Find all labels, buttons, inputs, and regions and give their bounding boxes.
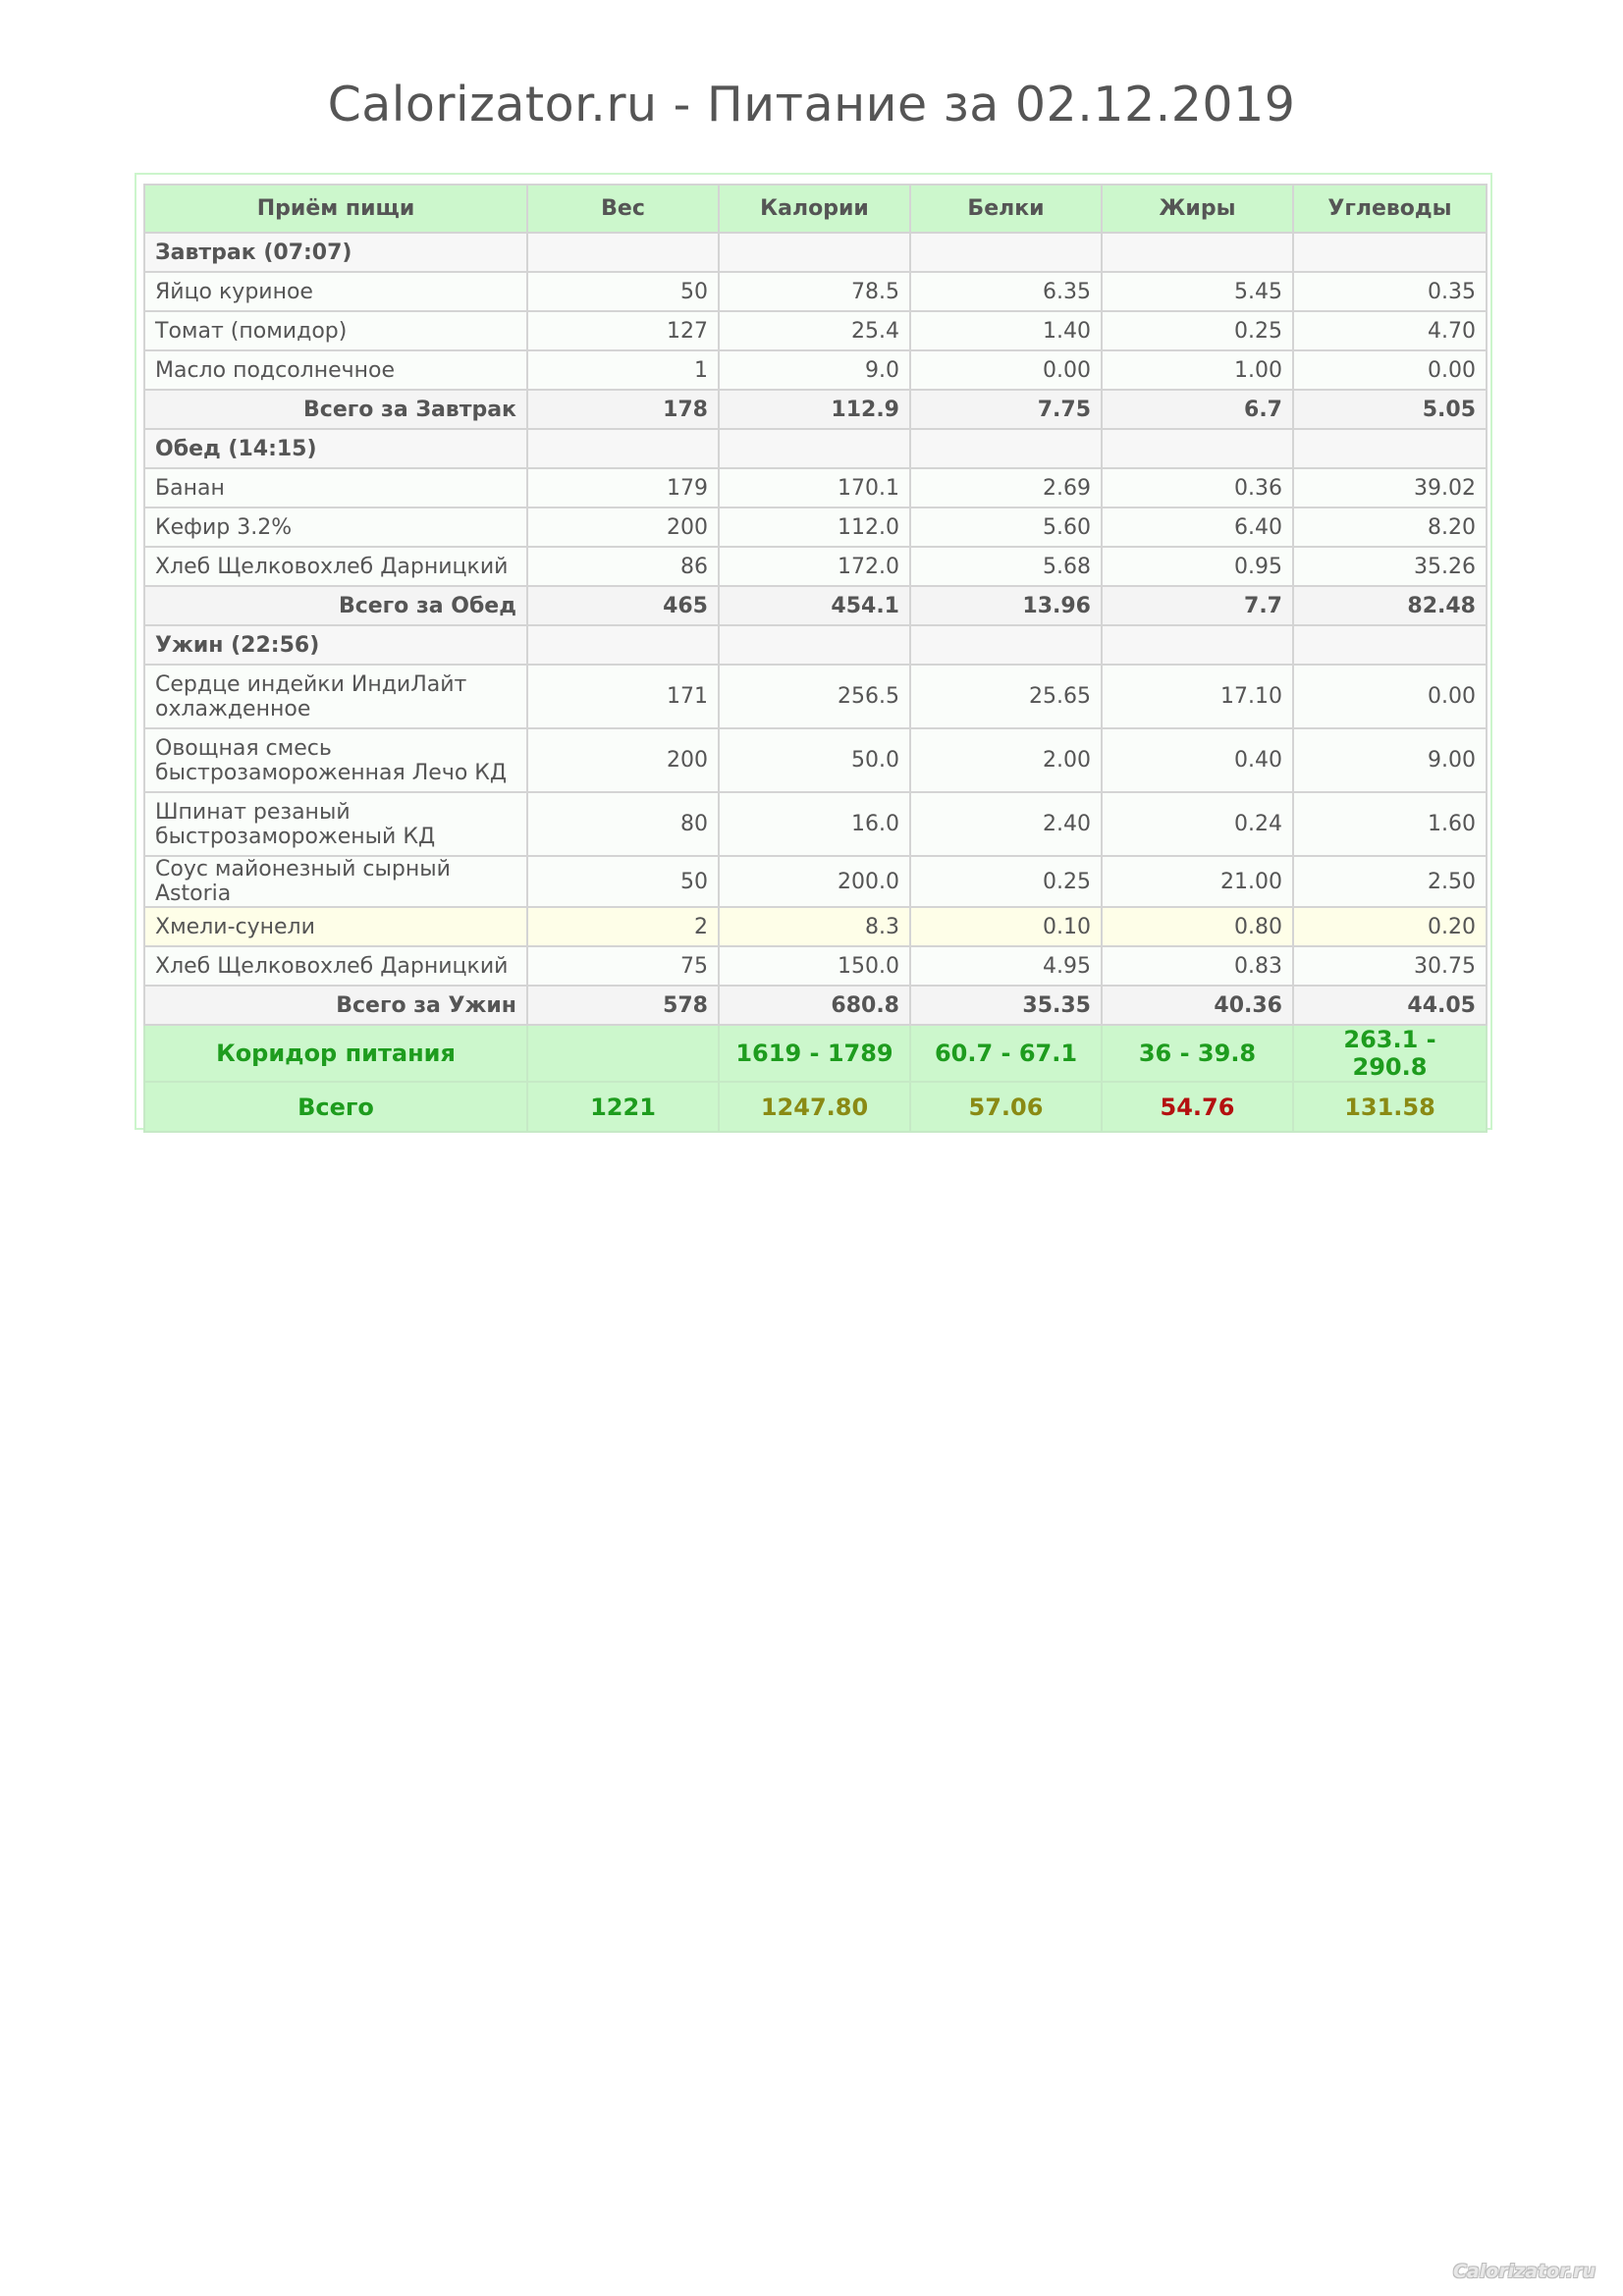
food-fat: 0.80 bbox=[1102, 907, 1293, 946]
food-fat: 0.36 bbox=[1102, 468, 1293, 507]
food-kcal: 25.4 bbox=[719, 311, 910, 350]
corridor-kcal: 1619 - 1789 bbox=[719, 1025, 910, 1082]
food-protein: 0.10 bbox=[910, 907, 1102, 946]
breakfast-total-row bbox=[144, 390, 1487, 429]
header-protein: Белки bbox=[910, 185, 1102, 233]
food-protein: 1.40 bbox=[910, 311, 1102, 350]
food-carbs: 4.70 bbox=[1293, 311, 1487, 350]
total-protein: 13.96 bbox=[910, 586, 1102, 625]
total-weight: 465 bbox=[527, 586, 719, 625]
food-fat: 21.00 bbox=[1102, 856, 1293, 907]
food-kcal: 9.0 bbox=[719, 350, 910, 390]
total-carbs: 5.05 bbox=[1293, 390, 1487, 429]
section-breakfast bbox=[144, 233, 1487, 272]
food-weight: 50 bbox=[527, 272, 719, 311]
header-fat: Жиры bbox=[1102, 185, 1293, 233]
food-name: Томат (помидор) bbox=[144, 311, 527, 350]
food-protein: 0.25 bbox=[910, 856, 1102, 907]
total-kcal: 680.8 bbox=[719, 986, 910, 1025]
header-row bbox=[144, 185, 1487, 233]
food-name: Хмели-сунели bbox=[144, 907, 527, 946]
total-carbs: 44.05 bbox=[1293, 986, 1487, 1025]
food-weight: 200 bbox=[527, 507, 719, 547]
page-title: Calorizator.ru - Питание за 02.12.2019 bbox=[327, 77, 1296, 133]
table-row bbox=[144, 792, 1487, 856]
total-label: Всего за Обед bbox=[144, 586, 527, 625]
food-kcal: 50.0 bbox=[719, 728, 910, 792]
food-protein: 2.40 bbox=[910, 792, 1102, 856]
food-fat: 1.00 bbox=[1102, 350, 1293, 390]
food-name: Шпинат резаный быстрозамороженый КД bbox=[144, 792, 527, 856]
grand-total-protein: 57.06 bbox=[910, 1082, 1102, 1132]
lunch-total-row bbox=[144, 586, 1487, 625]
food-name: Хлеб Щелковохлеб Дарницкий bbox=[144, 547, 527, 586]
total-fat: 6.7 bbox=[1102, 390, 1293, 429]
food-weight: 179 bbox=[527, 468, 719, 507]
food-carbs: 0.00 bbox=[1293, 350, 1487, 390]
total-protein: 7.75 bbox=[910, 390, 1102, 429]
header-calories: Калории bbox=[719, 185, 910, 233]
food-name: Кефир 3.2% bbox=[144, 507, 527, 547]
grand-total-weight: 1221 bbox=[527, 1082, 719, 1132]
food-protein: 25.65 bbox=[910, 665, 1102, 728]
food-protein: 4.95 bbox=[910, 946, 1102, 986]
corridor-carbs: 263.1 - 290.8 bbox=[1293, 1025, 1487, 1082]
food-kcal: 170.1 bbox=[719, 468, 910, 507]
food-kcal: 150.0 bbox=[719, 946, 910, 986]
corridor-weight bbox=[527, 1025, 719, 1082]
food-kcal: 172.0 bbox=[719, 547, 910, 586]
corridor-label: Коридор питания bbox=[144, 1025, 527, 1082]
food-carbs: 2.50 bbox=[1293, 856, 1487, 907]
table-row bbox=[144, 350, 1487, 390]
header-weight: Вес bbox=[527, 185, 719, 233]
total-label: Всего за Завтрак bbox=[144, 390, 527, 429]
food-fat: 6.40 bbox=[1102, 507, 1293, 547]
food-name: Хлеб Щелковохлеб Дарницкий bbox=[144, 946, 527, 986]
food-fat: 0.95 bbox=[1102, 547, 1293, 586]
food-carbs: 1.60 bbox=[1293, 792, 1487, 856]
header-carbs: Углеводы bbox=[1293, 185, 1487, 233]
food-weight: 75 bbox=[527, 946, 719, 986]
nutrition-table bbox=[143, 184, 1488, 1133]
section-dinner bbox=[144, 625, 1487, 665]
grand-total-carbs: 131.58 bbox=[1293, 1082, 1487, 1132]
table-row bbox=[144, 311, 1487, 350]
food-carbs: 8.20 bbox=[1293, 507, 1487, 547]
food-weight: 171 bbox=[527, 665, 719, 728]
food-kcal: 8.3 bbox=[719, 907, 910, 946]
food-protein: 0.00 bbox=[910, 350, 1102, 390]
watermark-logo: Calorizator.ru bbox=[1452, 2261, 1596, 2282]
dinner-total-row bbox=[144, 986, 1487, 1025]
table-row bbox=[144, 272, 1487, 311]
food-weight: 1 bbox=[527, 350, 719, 390]
total-weight: 578 bbox=[527, 986, 719, 1025]
food-fat: 0.83 bbox=[1102, 946, 1293, 986]
food-weight: 50 bbox=[527, 856, 719, 907]
table-row-highlighted bbox=[144, 907, 1487, 946]
food-carbs: 39.02 bbox=[1293, 468, 1487, 507]
food-carbs: 30.75 bbox=[1293, 946, 1487, 986]
section-lunch bbox=[144, 429, 1487, 468]
food-name: Соус майонезный сырный Astoria bbox=[144, 856, 527, 907]
table-row bbox=[144, 468, 1487, 507]
food-carbs: 0.00 bbox=[1293, 665, 1487, 728]
food-weight: 2 bbox=[527, 907, 719, 946]
food-protein: 5.60 bbox=[910, 507, 1102, 547]
food-fat: 5.45 bbox=[1102, 272, 1293, 311]
food-carbs: 0.35 bbox=[1293, 272, 1487, 311]
food-name: Банан bbox=[144, 468, 527, 507]
table-row bbox=[144, 946, 1487, 986]
total-label: Всего за Ужин bbox=[144, 986, 527, 1025]
food-weight: 80 bbox=[527, 792, 719, 856]
food-name: Сердце индейки ИндиЛайт охлажденное bbox=[144, 665, 527, 728]
total-fat: 40.36 bbox=[1102, 986, 1293, 1025]
food-protein: 6.35 bbox=[910, 272, 1102, 311]
food-name: Масло подсолнечное bbox=[144, 350, 527, 390]
food-fat: 0.25 bbox=[1102, 311, 1293, 350]
total-kcal: 454.1 bbox=[719, 586, 910, 625]
header-meal: Приём пищи bbox=[144, 185, 527, 233]
food-weight: 200 bbox=[527, 728, 719, 792]
food-carbs: 0.20 bbox=[1293, 907, 1487, 946]
food-fat: 0.40 bbox=[1102, 728, 1293, 792]
nutrition-corridor-row bbox=[144, 1025, 1487, 1082]
total-carbs: 82.48 bbox=[1293, 586, 1487, 625]
food-carbs: 35.26 bbox=[1293, 547, 1487, 586]
grand-total-label: Всего bbox=[144, 1082, 527, 1132]
corridor-fat: 36 - 39.8 bbox=[1102, 1025, 1293, 1082]
food-kcal: 78.5 bbox=[719, 272, 910, 311]
table-row bbox=[144, 856, 1487, 907]
grand-total-fat: 54.76 bbox=[1102, 1082, 1293, 1132]
food-kcal: 256.5 bbox=[719, 665, 910, 728]
food-protein: 2.00 bbox=[910, 728, 1102, 792]
food-name: Овощная смесь быстрозамороженная Лечо КД bbox=[144, 728, 527, 792]
grand-total-row bbox=[144, 1082, 1487, 1132]
food-carbs: 9.00 bbox=[1293, 728, 1487, 792]
total-fat: 7.7 bbox=[1102, 586, 1293, 625]
section-label: Обед (14:15) bbox=[144, 429, 527, 468]
food-protein: 2.69 bbox=[910, 468, 1102, 507]
total-kcal: 112.9 bbox=[719, 390, 910, 429]
total-weight: 178 bbox=[527, 390, 719, 429]
food-kcal: 200.0 bbox=[719, 856, 910, 907]
grand-total-kcal: 1247.80 bbox=[719, 1082, 910, 1132]
food-protein: 5.68 bbox=[910, 547, 1102, 586]
food-fat: 17.10 bbox=[1102, 665, 1293, 728]
table-row bbox=[144, 547, 1487, 586]
section-label: Завтрак (07:07) bbox=[144, 233, 527, 272]
table-row bbox=[144, 507, 1487, 547]
food-fat: 0.24 bbox=[1102, 792, 1293, 856]
food-weight: 127 bbox=[527, 311, 719, 350]
section-label: Ужин (22:56) bbox=[144, 625, 527, 665]
corridor-protein: 60.7 - 67.1 bbox=[910, 1025, 1102, 1082]
food-kcal: 112.0 bbox=[719, 507, 910, 547]
food-kcal: 16.0 bbox=[719, 792, 910, 856]
table-row bbox=[144, 728, 1487, 792]
total-protein: 35.35 bbox=[910, 986, 1102, 1025]
food-weight: 86 bbox=[527, 547, 719, 586]
food-name: Яйцо куриное bbox=[144, 272, 527, 311]
table-row bbox=[144, 665, 1487, 728]
